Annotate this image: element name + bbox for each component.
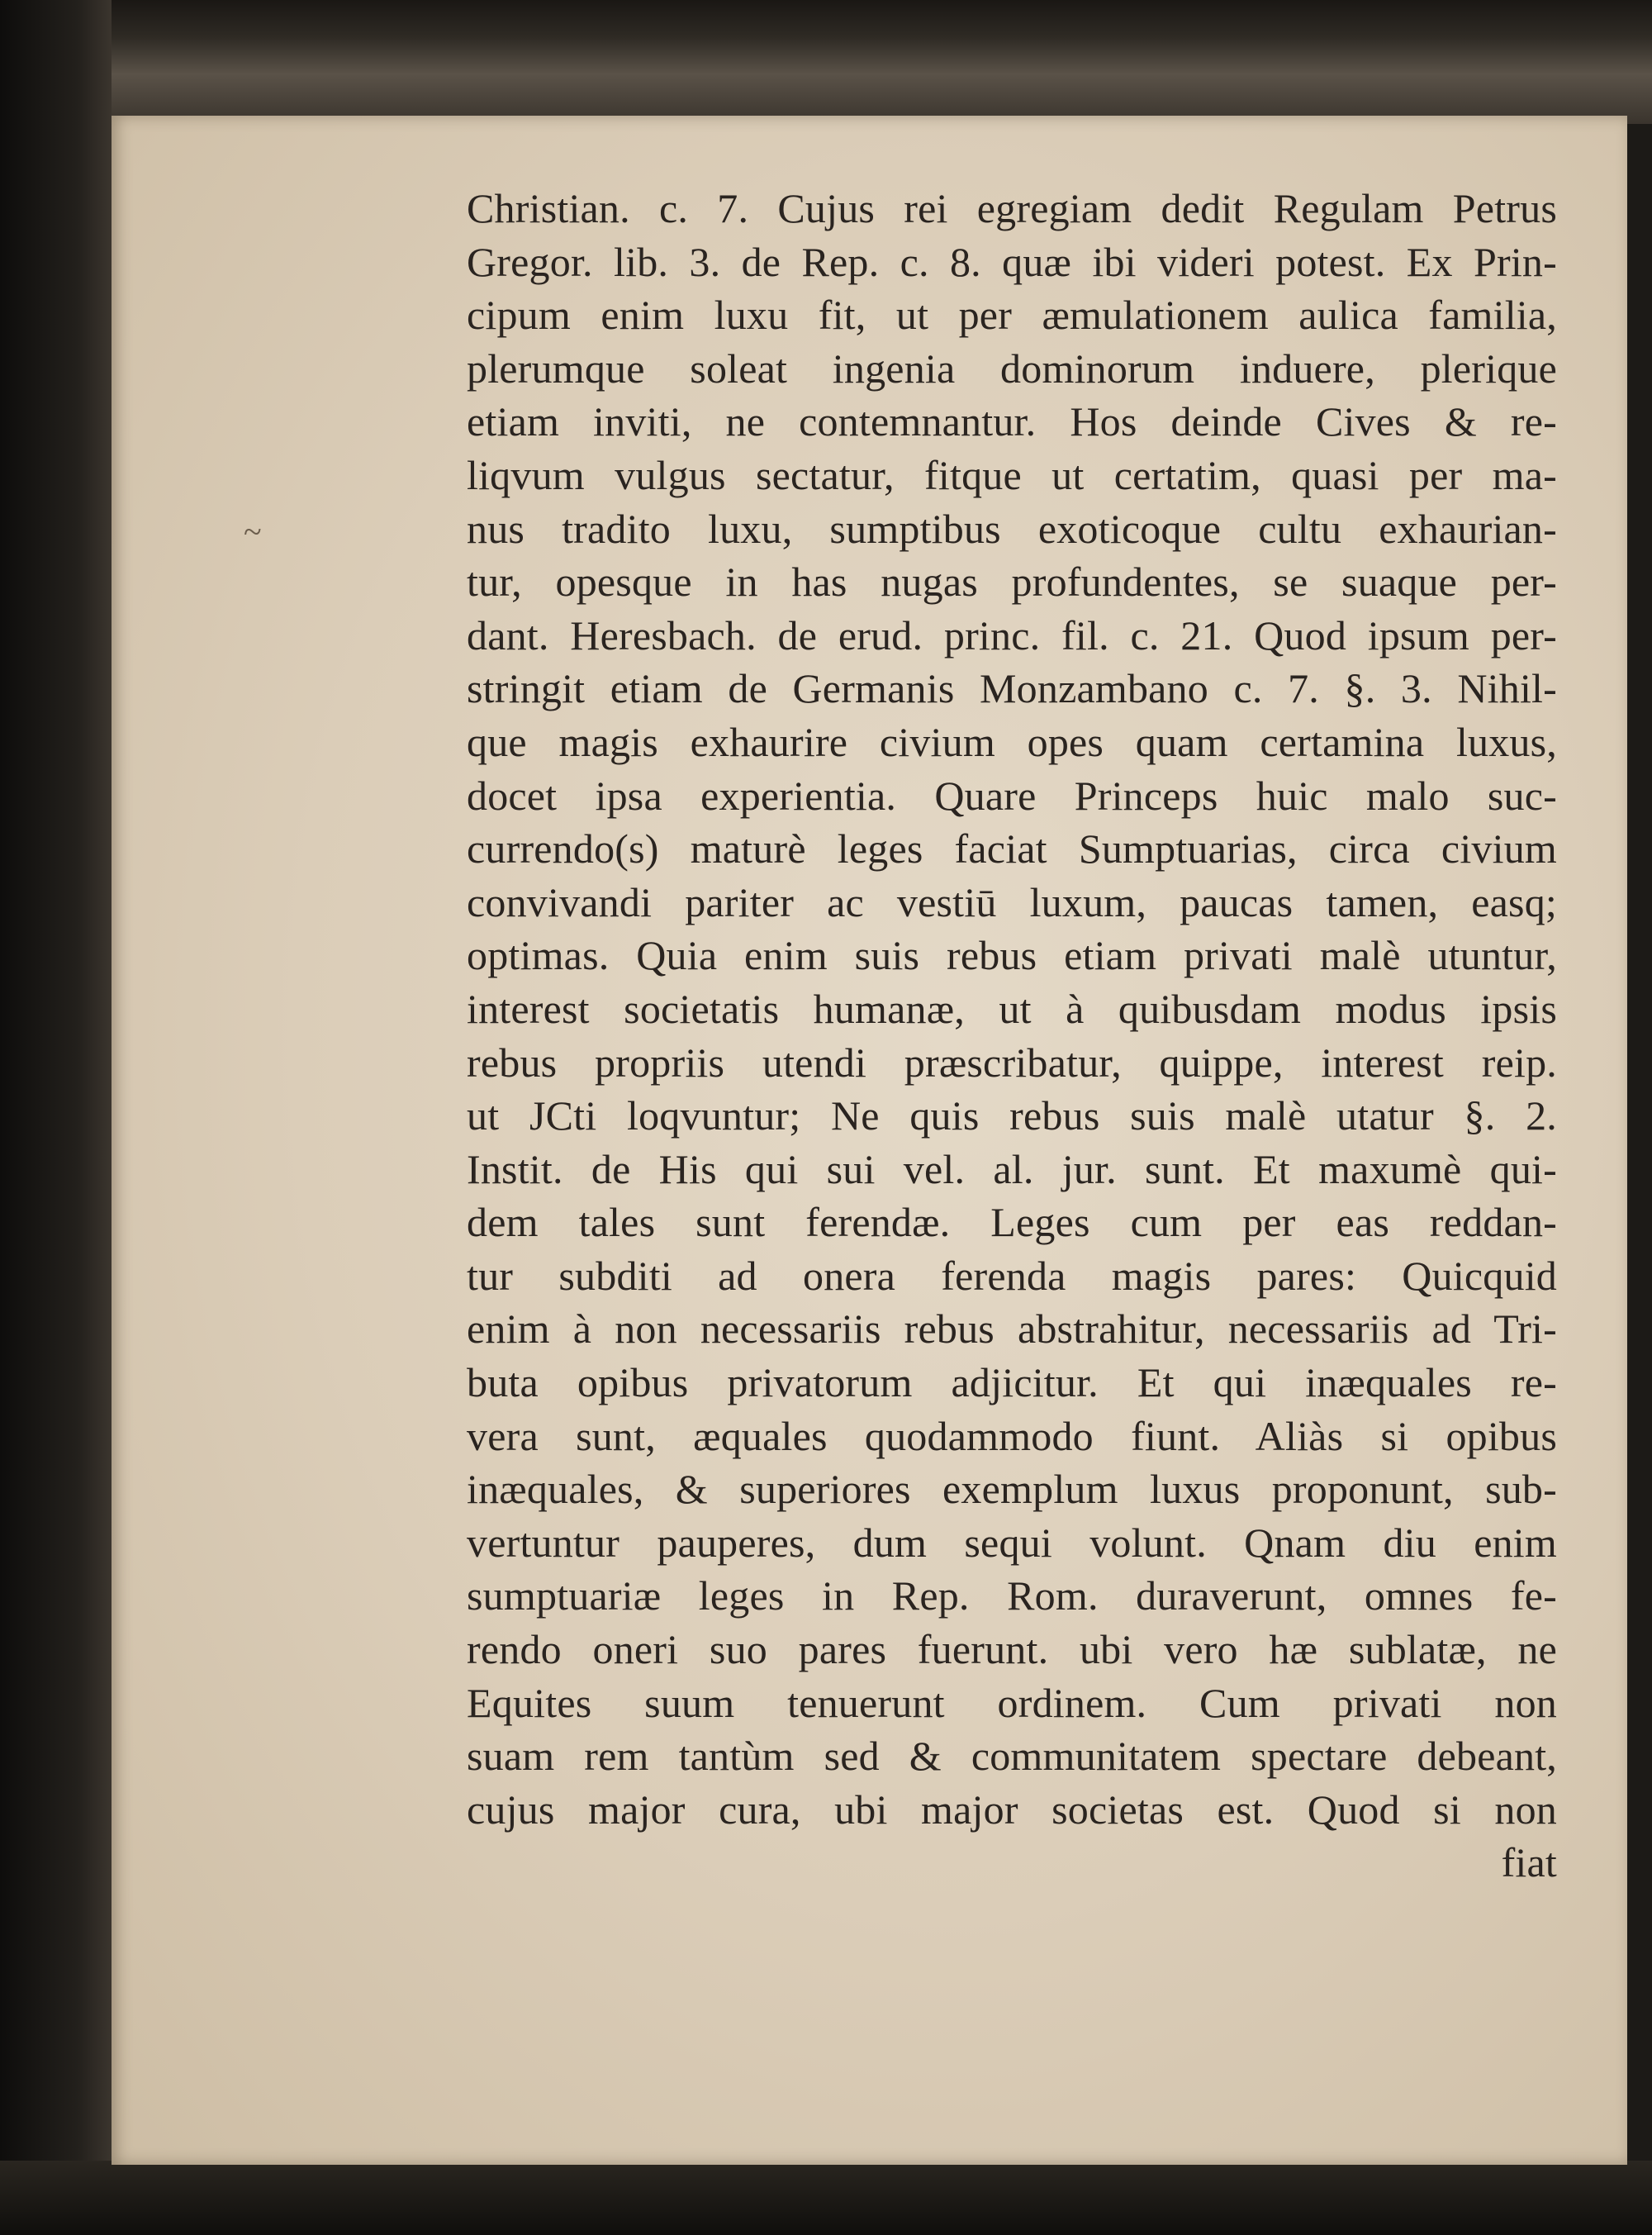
text-line: suam rem tantùm sed & communitatem spectare debeant, bbox=[467, 1733, 1557, 1780]
text-line: tur subditi ad onera ferenda magis pares: Quicquid bbox=[467, 1252, 1557, 1299]
text-line: nus tradito luxu, sumptibus exoticoque cultu exhaurian- bbox=[467, 505, 1557, 552]
text-line: enim à non necessariis rebus abstrahitur, necessariis ad Tri- bbox=[467, 1305, 1557, 1353]
text-line: docet ipsa experientia. Quare Princeps huic malo suc- bbox=[467, 772, 1557, 819]
text-line: cujus major cura, ubi major societas est. Quod si non bbox=[467, 1786, 1557, 1833]
text-line: etiam inviti, ne contemnantur. Hos deinde Cives & re- bbox=[467, 398, 1557, 445]
text-line: ut JCti loqvuntur; Ne quis rebus suis malè utatur §. 2. bbox=[467, 1092, 1557, 1139]
text-line: rebus propriis utendi præscribatur, quippe, interest reip. bbox=[467, 1039, 1557, 1086]
text-line: dant. Heresbach. de erud. princ. fil. c. 21. Quod ipsum per- bbox=[467, 611, 1557, 659]
text-line: dem tales sunt ferendæ. Leges cum per eas reddan- bbox=[467, 1199, 1557, 1246]
text-line: tur, opesque in has nugas profundentes, se suaque per- bbox=[467, 559, 1557, 606]
text-line: interest societatis humanæ, ut à quibusdam modus ipsis bbox=[467, 985, 1557, 1032]
text-line: que magis exhaurire civium opes quam certamina luxus, bbox=[467, 718, 1557, 765]
book-top-edge bbox=[50, 0, 1652, 124]
catchword: fiat bbox=[1501, 1839, 1557, 1886]
text-line: Gregor. lib. 3. de Rep. c. 8. quæ ibi videri potest. Ex Prin- bbox=[467, 238, 1557, 285]
margin-mark: ~ bbox=[244, 513, 262, 550]
text-line: buta opibus privatorum adjicitur. Et qui inæquales re- bbox=[467, 1359, 1557, 1406]
text-line: plerumque soleat ingenia dominorum induere, plerique bbox=[467, 345, 1557, 392]
text-line: Equites suum tenuerunt ordinem. Cum privati non bbox=[467, 1679, 1557, 1726]
page-text-block bbox=[467, 182, 1557, 1890]
text-line: vera sunt, æquales quodammodo fiunt. Aliàs si opibus bbox=[467, 1412, 1557, 1459]
text-line: inæquales, & superiores exemplum luxus proponunt, sub- bbox=[467, 1466, 1557, 1513]
text-line: optimas. Quia enim suis rebus etiam privati malè utuntur, bbox=[467, 932, 1557, 979]
text-line: stringit etiam de Germanis Monzambano c. 7. §. 3. Nihil- bbox=[467, 665, 1557, 712]
text-line: convivandi pariter ac vestiū luxum, paucas tamen, easq; bbox=[467, 878, 1557, 925]
text-line: vertuntur pauperes, dum sequi volunt. Qnam diu enim bbox=[467, 1519, 1557, 1566]
text-line: currendo(s) maturè leges faciat Sumptuarias, circa civium bbox=[467, 825, 1557, 873]
book-gutter-shadow bbox=[0, 0, 112, 2235]
text-line: cipum enim luxu fit, ut per æmulationem aulica familia, bbox=[467, 292, 1557, 339]
book-bottom-shadow bbox=[0, 2161, 1652, 2235]
text-line: rendo oneri suo pares fuerunt. ubi vero hæ sublatæ, ne bbox=[467, 1626, 1557, 1673]
text-line: Instit. de His qui sui vel. al. jur. sunt. Et maxumè qui- bbox=[467, 1145, 1557, 1192]
text-line: liqvum vulgus sectatur, fitque ut certatim, quasi per ma- bbox=[467, 451, 1557, 498]
text-line: sumptuariæ leges in Rep. Rom. duraverunt, omnes fe- bbox=[467, 1572, 1557, 1619]
text-line: Christian. c. 7. Cujus rei egregiam dedit Regulam Petrus bbox=[467, 185, 1557, 231]
